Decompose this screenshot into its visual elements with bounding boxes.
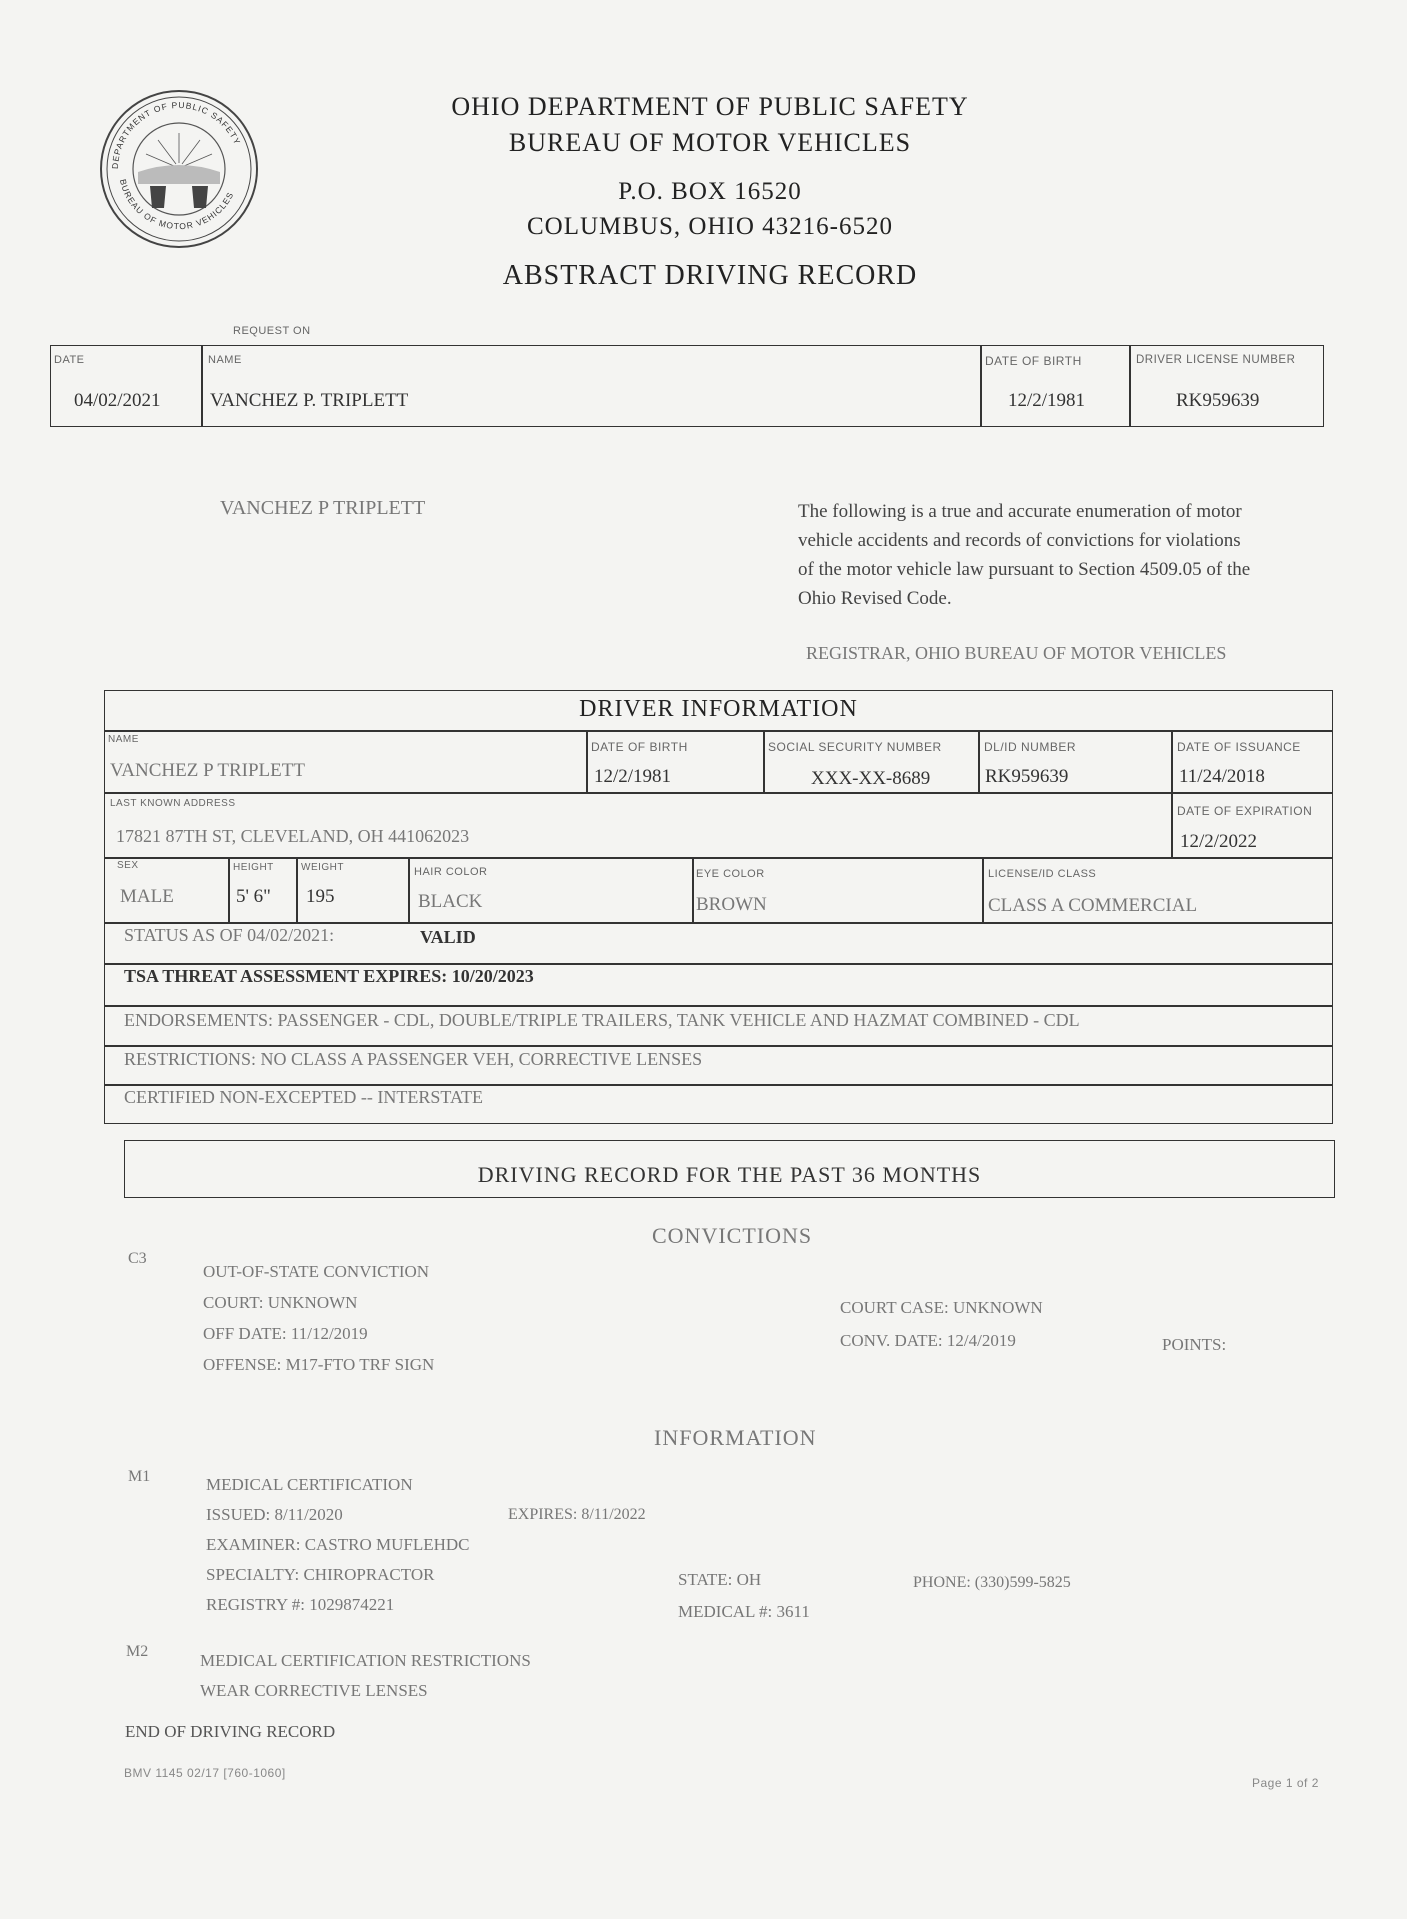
- registrar: REGISTRAR, OHIO BUREAU OF MOTOR VEHICLES: [806, 643, 1227, 663]
- seal-text-top: DEPARTMENT OF PUBLIC SAFETY: [109, 99, 243, 170]
- information-heading: INFORMATION: [654, 1425, 817, 1450]
- driver-sex-label: SEX: [117, 860, 139, 871]
- convictions-heading: CONVICTIONS: [652, 1223, 813, 1248]
- certified-status: CERTIFIED NON-EXCEPTED -- INTERSTATE: [124, 1087, 483, 1107]
- driving-record-title: DRIVING RECORD FOR THE PAST 36 MONTHS: [477, 1162, 982, 1187]
- driver-issuance-label: DATE OF ISSUANCE: [1177, 740, 1301, 754]
- tsa-expiration: TSA THREAT ASSESSMENT EXPIRES: 10/20/2023: [124, 966, 534, 986]
- driver-ssn: XXX-XX-8689: [811, 768, 931, 789]
- seal-text-bottom: BUREAU OF MOTOR VEHICLES: [117, 178, 236, 232]
- svg-text:BUREAU OF MOTOR VEHICLES: [118, 178, 236, 231]
- page-number: Page 1 of 2: [1252, 1776, 1319, 1790]
- driver-hair: BLACK: [418, 891, 483, 912]
- request-date: 04/02/2021: [74, 390, 161, 411]
- m2-title: MEDICAL CERTIFICATION RESTRICTIONS: [200, 1651, 531, 1670]
- driver-weight-label: WEIGHT: [301, 862, 344, 873]
- certification-line: vehicle accidents and records of convictions for violations: [798, 530, 1241, 551]
- driver-eye: BROWN: [696, 894, 767, 915]
- header-pobox: P.O. BOX 16520: [618, 178, 802, 205]
- medical-restrictions: [200, 1646, 531, 1706]
- driver-hair-label: HAIR COLOR: [414, 866, 488, 878]
- m2-restriction: WEAR CORRECTIVE LENSES: [200, 1681, 428, 1700]
- svg-text:DEPARTMENT OF PUBLIC SAFETY: [110, 100, 243, 169]
- medical-certification-details: [206, 1470, 470, 1620]
- m1-title: MEDICAL CERTIFICATION: [206, 1475, 413, 1494]
- certification-text: [798, 497, 1250, 613]
- driver-dlid-label: DL/ID NUMBER: [984, 740, 1077, 754]
- driver-height: 5' 6": [236, 886, 271, 907]
- request-caption: REQUEST ON: [233, 325, 311, 337]
- request-name: VANCHEZ P. TRIPLETT: [210, 390, 409, 411]
- driver-address: 17821 87TH ST, CLEVELAND, OH 441062023: [116, 826, 470, 846]
- driver-class: CLASS A COMMERCIAL: [988, 895, 1198, 916]
- request-dob: 12/2/1981: [1008, 390, 1086, 411]
- m1-phone: PHONE: (330)599-5825: [913, 1574, 1071, 1591]
- driver-ssn-label: SOCIAL SECURITY NUMBER: [768, 740, 942, 754]
- header-bureau: BUREAU OF MOTOR VEHICLES: [508, 128, 912, 157]
- m1-medical-number: MEDICAL #: 3611: [678, 1602, 810, 1621]
- certification-line: The following is a true and accurate enumeration of motor: [798, 501, 1242, 522]
- driver-sex: MALE: [120, 886, 174, 907]
- driver-eye-label: EYE COLOR: [696, 868, 765, 880]
- court-case: COURT CASE: UNKNOWN: [840, 1298, 1043, 1317]
- m1-code: M1: [128, 1468, 151, 1485]
- m1-issued: ISSUED: 8/11/2020: [206, 1505, 343, 1524]
- m1-expires: EXPIRES: 8/11/2022: [508, 1506, 646, 1523]
- end-of-record: END OF DRIVING RECORD: [125, 1722, 336, 1741]
- certification-line: Ohio Revised Code.: [798, 588, 952, 609]
- form-number: BMV 1145 02/17 [760-1060]: [124, 1766, 286, 1780]
- request-date-label: DATE: [54, 354, 85, 366]
- request-name-label: NAME: [208, 354, 242, 366]
- m1-examiner: EXAMINER: CASTRO MUFLEHDC: [206, 1535, 470, 1554]
- m1-registry: REGISTRY #: 1029874221: [206, 1595, 395, 1614]
- driver-expiration: 12/2/2022: [1180, 831, 1258, 852]
- header-agency: OHIO DEPARTMENT OF PUBLIC SAFETY: [451, 92, 969, 121]
- conviction-type: OUT-OF-STATE CONVICTION: [203, 1262, 430, 1281]
- request-dl: RK959639: [1176, 390, 1260, 411]
- subject-name: VANCHEZ P TRIPLETT: [220, 497, 426, 519]
- driver-class-label: LICENSE/ID CLASS: [988, 868, 1097, 880]
- conviction-code: C3: [128, 1250, 147, 1267]
- certification-line: of the motor vehicle law pursuant to Section 4509.05 of the: [798, 559, 1251, 580]
- driver-issuance: 11/24/2018: [1179, 766, 1265, 787]
- conviction-offense-date: OFF DATE: 11/12/2019: [203, 1324, 368, 1343]
- m1-specialty: SPECIALTY: CHIROPRACTOR: [206, 1565, 435, 1584]
- conviction-court: COURT: UNKNOWN: [203, 1293, 358, 1312]
- driver-dob-label: DATE OF BIRTH: [591, 740, 688, 754]
- conviction-details: [203, 1256, 434, 1380]
- points: POINTS:: [1162, 1335, 1227, 1354]
- driver-expiration-label: DATE OF EXPIRATION: [1177, 804, 1313, 818]
- header-city: COLUMBUS, OHIO 43216-6520: [527, 213, 893, 240]
- document-title: ABSTRACT DRIVING RECORD: [502, 260, 918, 291]
- driver-info-title: DRIVER INFORMATION: [579, 696, 858, 722]
- request-dl-label: DRIVER LICENSE NUMBER: [1136, 354, 1296, 366]
- driver-name: VANCHEZ P TRIPLETT: [110, 760, 305, 781]
- driver-height-label: HEIGHT: [233, 862, 274, 873]
- request-dob-label: DATE OF BIRTH: [985, 354, 1082, 368]
- status-value: VALID: [420, 927, 476, 947]
- driver-dob: 12/2/1981: [594, 766, 672, 787]
- driver-name-label: NAME: [108, 734, 139, 745]
- m2-code: M2: [126, 1643, 149, 1660]
- m1-state: STATE: OH: [678, 1570, 762, 1589]
- driver-weight: 195: [306, 886, 335, 907]
- driver-dlid: RK959639: [985, 766, 1069, 787]
- endorsements: ENDORSEMENTS: PASSENGER - CDL, DOUBLE/TRIPLE TRAILERS, TANK VEHICLE AND HAZMAT COMBINED - CDL: [124, 1010, 1080, 1030]
- ohio-bmv-seal: [98, 88, 260, 250]
- conviction-date: CONV. DATE: 12/4/2019: [840, 1331, 1016, 1350]
- conviction-offense: OFFENSE: M17-FTO TRF SIGN: [203, 1355, 435, 1374]
- restrictions: RESTRICTIONS: NO CLASS A PASSENGER VEH, CORRECTIVE LENSES: [124, 1049, 703, 1069]
- driver-address-label: LAST KNOWN ADDRESS: [110, 798, 236, 809]
- status-label: STATUS AS OF 04/02/2021:: [124, 925, 335, 945]
